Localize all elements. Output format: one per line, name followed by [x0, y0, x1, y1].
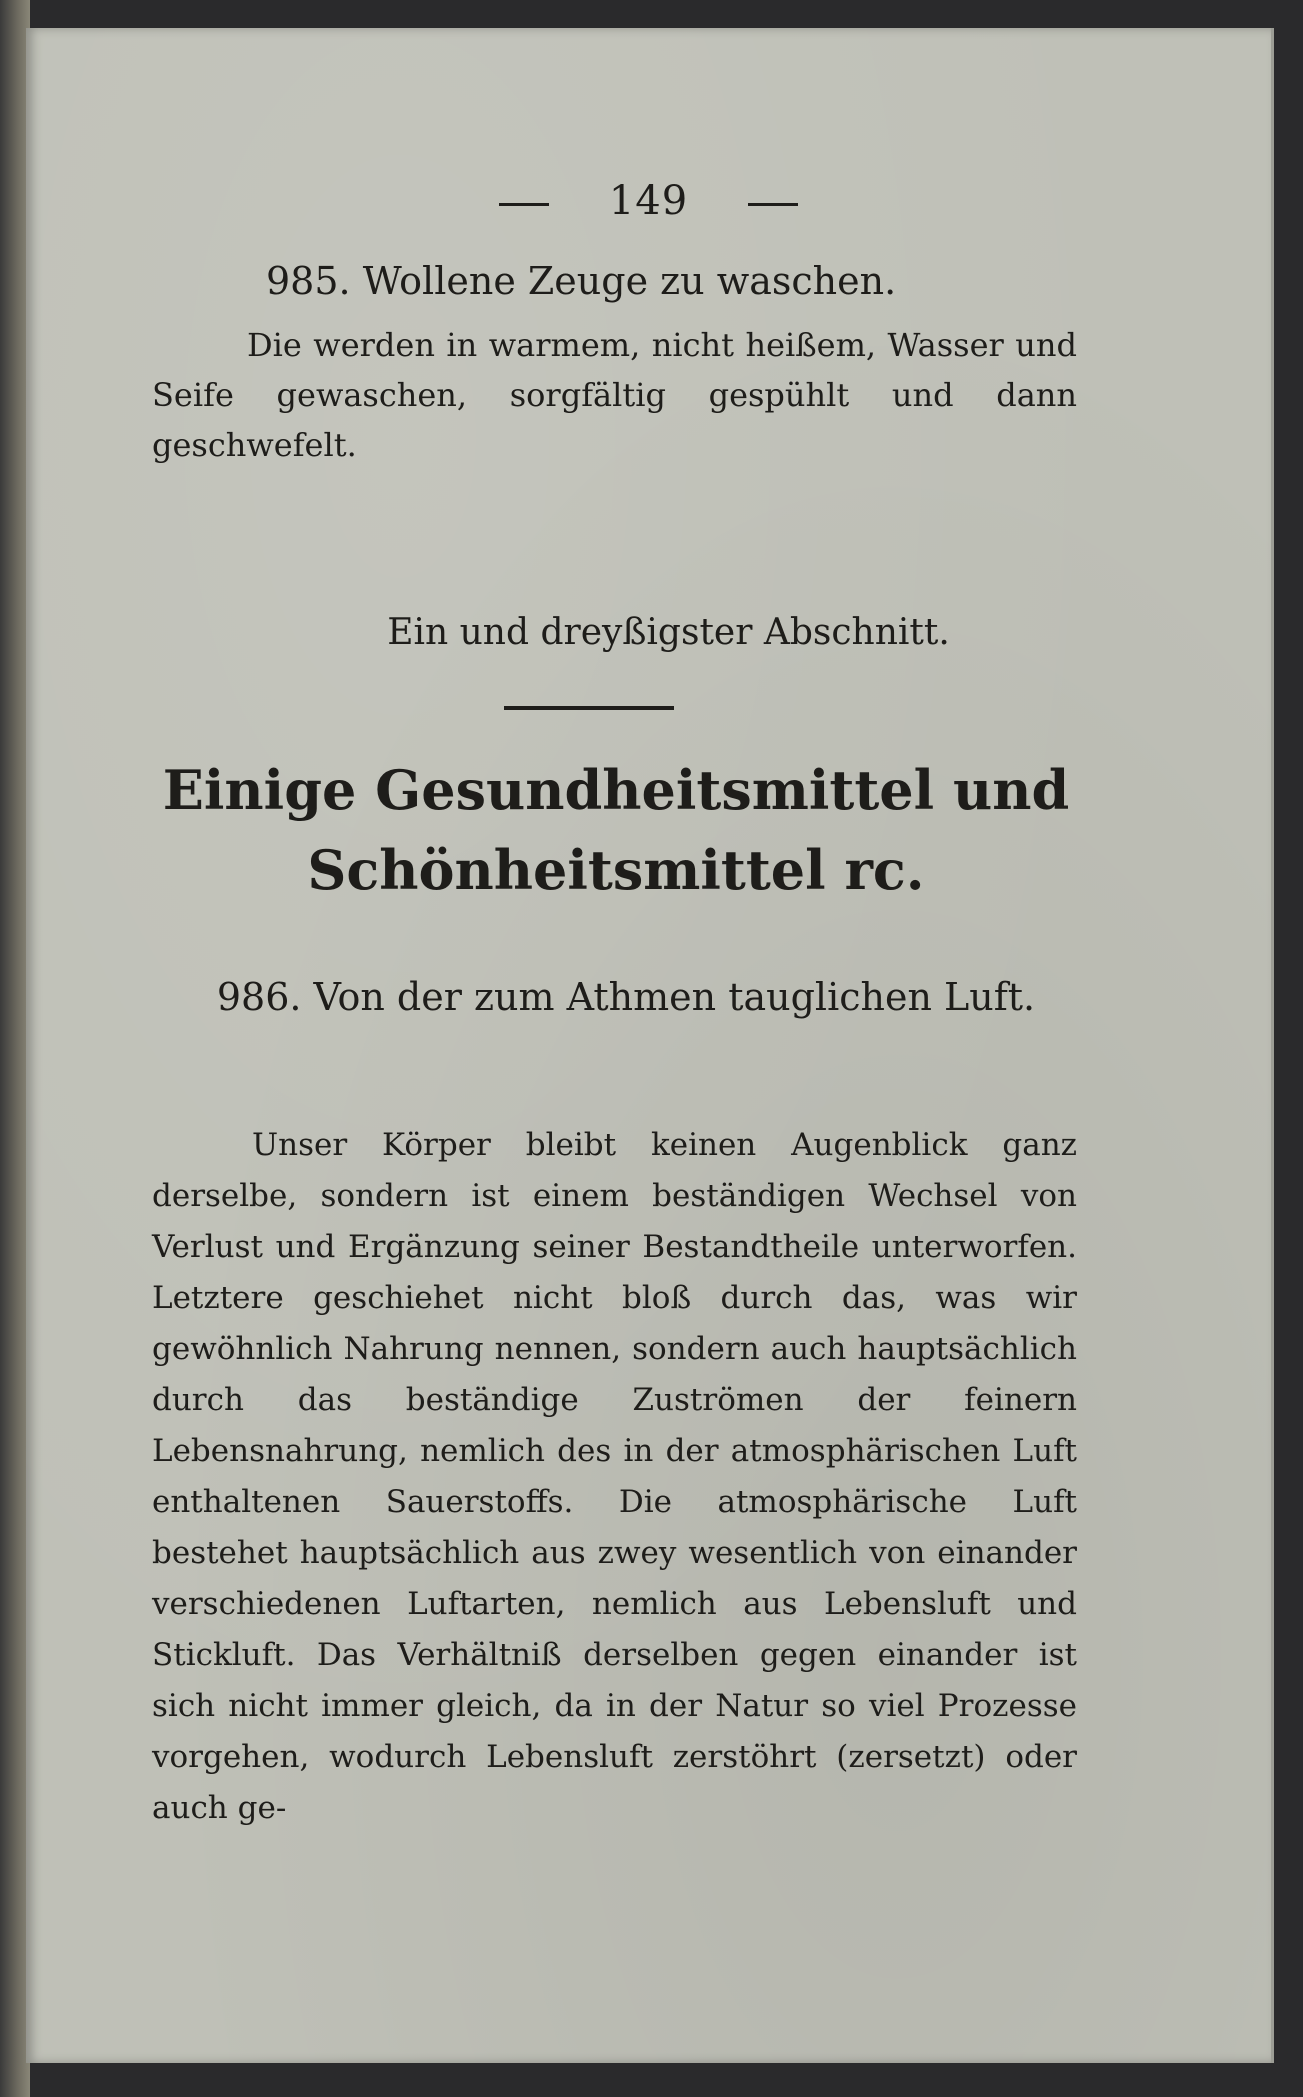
section-number: Ein und dreyßigster Abschnitt.	[387, 612, 950, 653]
entry-985-heading: 985. Wollene Zeuge zu waschen.	[266, 259, 897, 303]
entry-986-text	[152, 1120, 1077, 1834]
dash-right	[748, 203, 798, 206]
entry-986-heading: 986. Von der zum Athmen tauglichen Luft.	[216, 975, 1036, 1019]
page-number: 149	[608, 178, 689, 224]
dash-left	[499, 203, 549, 206]
running-head	[26, 178, 1271, 224]
entry-985-text	[152, 320, 1077, 470]
entry-986-body: Unser Körper bleibt keinen Augenblick ganz derselbe, sondern ist einem beständigen Wechsel von Verlust und Ergänzung seiner Bestandtheile unterworfen. Letztere geschiehet nicht bloß durch das, was wir gewöhnlich Nahrung nennen, sondern auch hauptsächlich durch das beständige Zuströmen der feinern Lebensnahrung, nemlich des in der atmosphärischen Luft enthaltenen Sauerstoffs. Die atmosphärische Luft bestehet hauptsächlich aus zwey wesentlich von einander verschiedenen Luftarten, nemlich aus Lebensluft und Stickluft. Das Verhältniß derselben gegen einander ist sich nicht immer gleich, da in der Natur so viel Prozesse vorgehen, wodurch Lebensluft zerstöhrt (zersetzt) oder auch ge-	[152, 1127, 1077, 1826]
section-divider	[504, 706, 674, 710]
section-title: Einige Gesundheitsmittel und Schönheitsmittel rc.	[162, 758, 1070, 902]
entry-985-body: Die werden in warmem, nicht heißem, Wasser und Seife gewaschen, sorgfältig gespühlt und dann geschwefelt.	[152, 326, 1077, 464]
book-page	[26, 28, 1274, 2063]
